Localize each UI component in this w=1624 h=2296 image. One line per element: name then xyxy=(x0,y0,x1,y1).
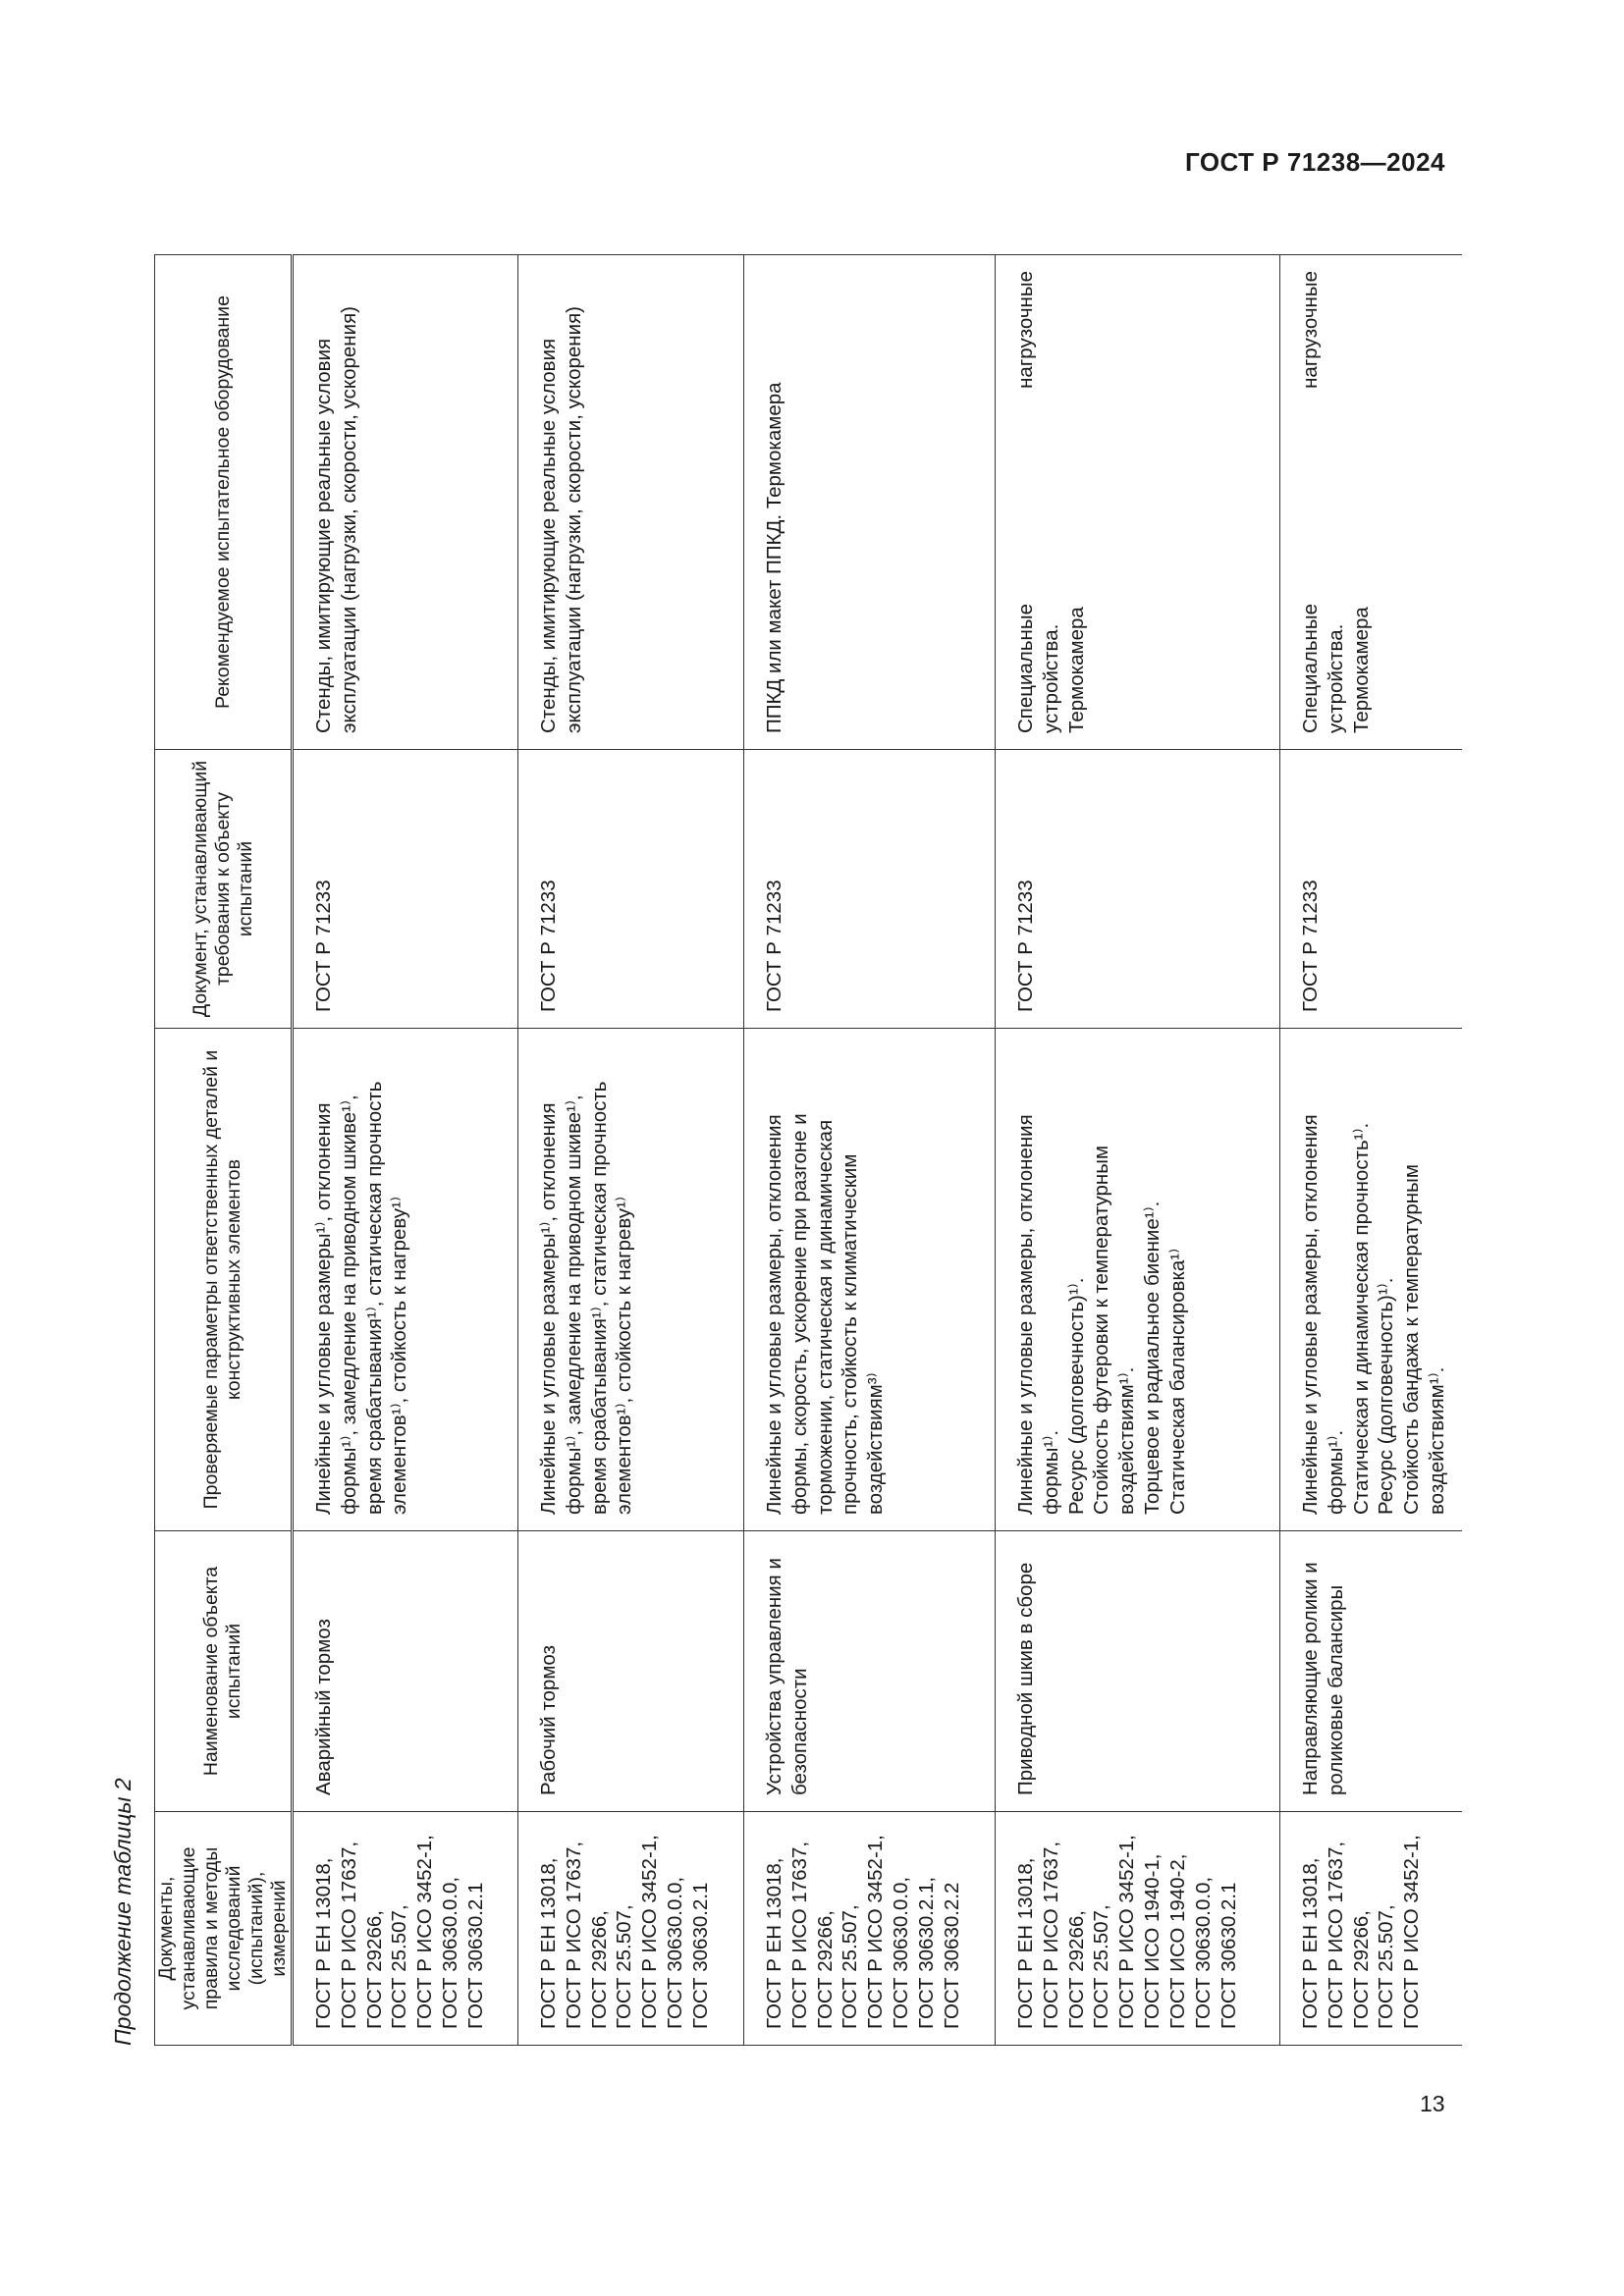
row-equipment: Специальные нагрузочные устройства. Термокамера xyxy=(996,255,1280,750)
row-requirement-document: ГОСТ Р 71233 xyxy=(744,750,996,1029)
row-equipment: Стенды, имитирующие реальные условия эксплуатации (нагрузки, скорости, ускорения) xyxy=(518,255,744,750)
table-row xyxy=(744,255,996,2046)
test-methods-table xyxy=(154,254,1462,2046)
row-requirement-document: ГОСТ Р 71233 xyxy=(1280,750,1462,1029)
row-equipment: Стенды, имитирующие реальные условия эксплуатации (нагрузки, скорости, ускорения) xyxy=(293,255,518,750)
row-test-object: Направляющие ролики и роликовые балансиры xyxy=(1280,1531,1462,1812)
row-documents: ГОСТ Р ЕН 13018, ГОСТ Р ИСО 17637, ГОСТ 29266, ГОСТ 25.507, ГОСТ Р ИСО 3452-1, xyxy=(1280,1812,1462,2046)
row-requirement-document: ГОСТ Р 71233 xyxy=(518,750,744,1029)
row-requirement-document: ГОСТ Р 71233 xyxy=(996,750,1280,1029)
table-row xyxy=(996,255,1280,2046)
row-parameters: Линейные и угловые размеры, отклонения формы, скорость, ускорение при разгоне и торможении, статическая и динамическая прочность, стойкость к климатическим воздействиям³⁾ xyxy=(744,1029,996,1531)
column-header: Наименование объекта испытаний xyxy=(155,1531,293,1812)
row-parameters: Линейные и угловые размеры, отклонения формы¹⁾. Ресурс (долговечность)¹⁾. Стойкость футеровки к температурным воздействиям¹⁾. Торцевое и радиальное биение¹⁾. Статическая балансировка¹⁾ xyxy=(996,1029,1280,1531)
row-documents: ГОСТ Р ЕН 13018, ГОСТ Р ИСО 17637, ГОСТ 29266, ГОСТ 25.507, ГОСТ Р ИСО 3452-1, ГОСТ 30630.0.0, ГОСТ 30630.2.1 xyxy=(293,1812,518,2046)
column-header: Проверяемые параметры ответственных деталей и конструктивных элементов xyxy=(155,1029,293,1531)
row-requirement-document: ГОСТ Р 71233 xyxy=(293,750,518,1029)
row-parameters: Линейные и угловые размеры¹⁾, отклонения формы¹⁾, замедление на приводном шкиве¹⁾, время срабатывания¹⁾, статическая прочность элементов¹⁾, стойкость к нагреву¹⁾ xyxy=(293,1029,518,1531)
page-number: 13 xyxy=(1420,2091,1445,2116)
column-header: Документ, устанавливающий требования к объекту испытаний xyxy=(155,750,293,1029)
row-documents: ГОСТ Р ЕН 13018, ГОСТ Р ИСО 17637, ГОСТ 29266, ГОСТ 25.507, ГОСТ Р ИСО 3452-1, ГОСТ 30630.0.0, ГОСТ 30630.2.1 xyxy=(518,1812,744,2046)
row-equipment: Специальные нагрузочные устройства. Термокамера xyxy=(1280,255,1462,750)
row-documents: ГОСТ Р ЕН 13018, ГОСТ Р ИСО 17637, ГОСТ 29266, ГОСТ 25.507, ГОСТ Р ИСО 3452-1, ГОСТ 30630.0.0, ГОСТ 30630.2.1, ГОСТ 30630.2.2 xyxy=(744,1812,996,2046)
table-continuation-label: Продолжение таблицы 2 xyxy=(110,1778,135,2046)
column-header: Рекомендуемое испытательное оборудование xyxy=(155,255,293,750)
column-header: Документы, устанавливающие правила и методы исследований (испытаний), измерений xyxy=(155,1812,293,2046)
table-row xyxy=(293,255,518,2046)
row-parameters: Линейные и угловые размеры¹⁾, отклонения формы¹⁾, замедление на приводном шкиве¹⁾, время срабатывания¹⁾, статическая прочность элементов¹⁾, стойкость к нагреву¹⁾ xyxy=(518,1029,744,1531)
standard-code: ГОСТ Р 71238—2024 xyxy=(1184,147,1445,177)
row-documents: ГОСТ Р ЕН 13018, ГОСТ Р ИСО 17637, ГОСТ 29266, ГОСТ 25.507, ГОСТ Р ИСО 3452-1, ГОСТ ИСО 1940-1, ГОСТ ИСО 1940-2, ГОСТ 30630.0.0, ГОСТ 30630.2.1 xyxy=(996,1812,1280,2046)
row-test-object: Рабочий тормоз xyxy=(518,1531,744,1812)
rotated-table-block xyxy=(110,255,1449,2046)
row-test-object: Устройства управления и безопасности xyxy=(744,1531,996,1812)
table-header-row xyxy=(155,255,293,2046)
row-equipment: ППКД или макет ППКД. Термокамера xyxy=(744,255,996,750)
row-parameters: Линейные и угловые размеры, отклонения формы¹⁾. Статическая и динамическая прочность¹⁾. Ресурс (долговечность)¹⁾. Стойкость бандажа к температурным воздействиям¹⁾. xyxy=(1280,1029,1462,1531)
table-row xyxy=(1280,255,1462,2046)
row-test-object: Приводной шкив в сборе xyxy=(996,1531,1280,1812)
table-row xyxy=(518,255,744,2046)
row-test-object: Аварийный тормоз xyxy=(293,1531,518,1812)
